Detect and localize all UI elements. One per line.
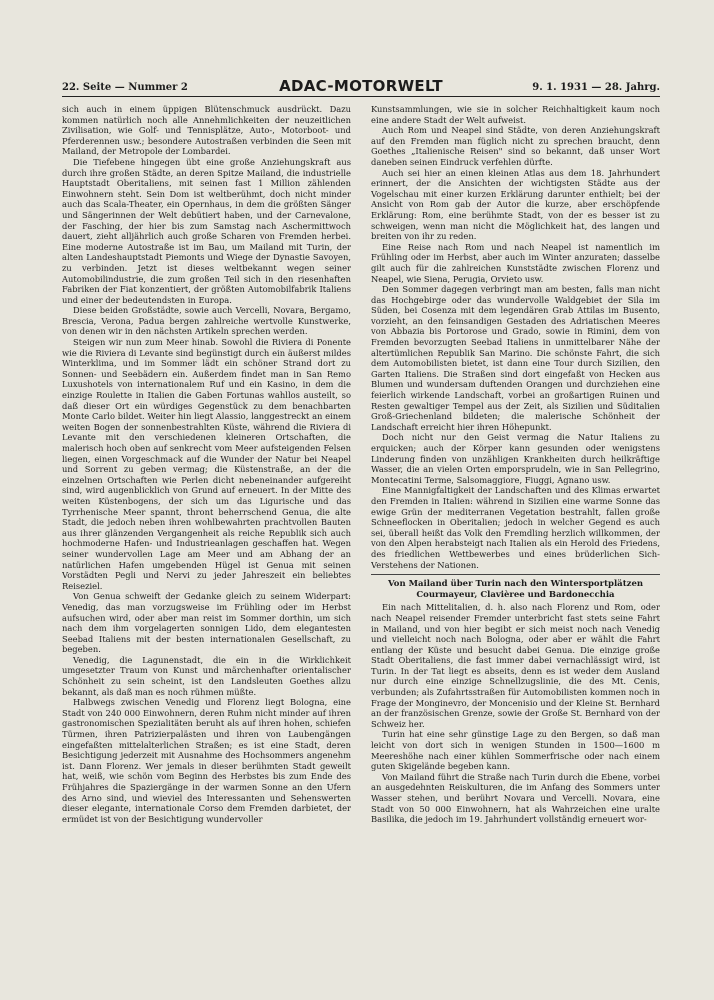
paragraph: Von Genua schweift der Gedanke gleich zu seinem Widerpart: Venedig, das man vorzugsweise im Frühling oder im Herbst aufsuchen wird, oder aber man reist im Sommer dorthin, um sich nach dem ihm vorgelagerten sonnigen Lido, dem elegantesten Seebad Italiens mit der besten internationalen Gesellschaft, zu begeben.: [62, 591, 351, 655]
paragraph: Kunstsammlungen, wie sie in solcher Reichhaltigkeit kaum noch eine andere Stadt der Welt aufweist.: [371, 104, 660, 125]
paragraph: Auch Rom und Neapel sind Städte, von deren Anziehungskraft auf den Fremden man füglich nicht zu sprechen braucht, denn Goethes „Italienische Reisen" sind so bekannt, daß unser Wort daneben seinen Eindruck verfehlen dürfte.: [371, 125, 660, 167]
paragraph: Von Mailand führt die Straße nach Turin durch die Ebene, vorbei an ausgedehnten Reiskulturen, die im Anfang des Sommers unter Wasser stehen, und berührt Novara und Vercelli. Novara, eine Stadt von 50 000 Einwohnern, hat als Wahrzeichen eine uralte Basilika, die jedoch im 19. Jahrhundert vollständig erneuert wor-: [371, 771, 660, 825]
section-heading: Von Mailand über Turin nach den Wintersportplätzen Courmayeur, Clavièree und Bardonecchia: [371, 574, 660, 600]
paragraph: Turin hat eine sehr günstige Lage zu den Bergen, so daß man leicht von dort sich in wenigen Stunden in 1500—1600 m Meereshöhe nach einer kühlen Sommerfrische oder nach einem guten Skigelände begeben kann.: [371, 729, 660, 772]
paragraph: Auch sei hier an einen kleinen Atlas aus dem 18. Jahrhundert erinnert, der die Ansichten der wichtigsten Städte aus der Vogelschau mit einer kurzen Erklärung darunter enthielt; bei der Ansicht von Rom gab der Autor die kurze, aber erschöpfende Erklärung: Rom, eine berühmte Stadt, von der es besser ist zu schweigen, wenn man nicht die Möglichkeit hat, des langen und breiten von ihr zu reden.: [371, 167, 660, 242]
paragraph: Die Tiefebene hingegen übt eine große Anziehungskraft aus durch ihre großen Städte, an deren Spitze Mailand, die industrielle Hauptstadt Oberitaliens, mit seinen fast 1 Million zählenden Einwohnern steht. Sein Dom ist weltberühmt, doch nicht minder auch das Scala-Theater, ein Opernhaus, in dem die größten Sänger und Sängerinnen der Welt debütiert haben, und der Carnevalone, der Fasching, der hier bis zum Samstag nach Aschermittwoch dauert, zieht alljährlich auch große Scharen von Fremden herbei. Eine moderne Autostraße ist im Bau, um Mailand mit Turin, der alten Landeshauptstadt Piemonts und Wiege der Dynastie Savoyen, zu verbinden. Jetzt ist dieses weltbekannt wegen seiner Automobilindustrie, die zum großen Teil sich in den riesenhaften Fabriken der Fiat konzentiert, der größten Automobilfabrik Italiens und einer der bedeutendsten in Europa.: [62, 156, 351, 305]
paragraph: Ein nach Mittelitalien, d. h. also nach Florenz und Rom, oder nach Neapel reisender Fremder unterbricht fast stets seine Fahrt in Mailand, und von hier begibt er sich meist noch nach Venedig und vielleicht noch nach Bologna, oder aber er wählt die Fahrt entlang der Küste und besucht dabei Genua. Die einzige große Stadt Oberitaliens, die fast immer dabei vernachlässigt wird, ist Turin. In der Tat liegt es abseits, denn es ist weder dem Ausland nur durch eine einzige Schnellzugslinie, die des Mt. Cenis, verbunden; als Zufahrtsstraßen für Automobilisten kommen noch in Frage der Monginevro, der Moncenisio und der Kleine St. Bernhard an der französischen Grenze, sowie der Große St. Bernhard von der Schweiz her.: [371, 602, 660, 729]
paragraph: Doch nicht nur den Geist vermag die Natur Italiens zu erquicken; auch der Körper kann gesunden oder wenigstens Linderung finden von unzähligen Krankheiten durch heilkräftige Wasser, die an vielen Orten emporsprudeln, wie in San Pellegrino, Montecatini Terme, Salsomaggiore, Fiuggi, Agnano usw.: [371, 432, 660, 485]
page-header: [62, 77, 660, 97]
paragraph: Venedig, die Lagunenstadt, die ein in die Wirklichkeit umgesetzter Traum von Kunst und märchenhafter orientalischer Schönheit zu sein scheint, ist den Landsleuten Goethes allzu bekannt, als daß man es noch rühmen müßte.: [62, 654, 351, 697]
paragraph: Halbwegs zwischen Venedig und Florenz liegt Bologna, eine Stadt von 240 000 Einwohnern, deren Ruhm nicht minder auf ihren gastronomischen Spezialitäten beruht als auf ihren hohen, schiefen Türmen, ihren Patrizierpalästen und ihren von Laubengängen eingefaßten mittelalterlichen Straßen; es ist eine Stadt, deren Besichtigung jederzeit mit Ausnahme des Hochsommers angenehm ist. Dann Florenz. Wer jemals in dieser berühmten Stadt geweilt hat, weiß, wie schön vom Beginn des Herbstes bis zum Ende des Frühjahres die Spaziergänge in der warmen Sonne an den Ufern des Arno sind, und wieviel des Interessanten und Sehenswerten dieser elegante, internationale Corso dem Fremden darbietet, der ermüdet ist von der Besichtigung wundervoller: [62, 697, 351, 824]
paragraph: sich auch in einem üppigen Blütenschmuck ausdrückt. Dazu kommen natürlich noch alle Annehmlichkeiten der neuzeitlichen Zivilisation, wie Golf- und Tennisplätze, Auto-, Motorboot- und Pferderennen usw.; besondere Autostraßen verbinden die Seen mit Mailand, der Metropole der Lombardei.: [62, 104, 351, 157]
right-column: [371, 104, 660, 968]
left-column: [62, 104, 351, 968]
paragraph: Den Sommer dagegen verbringt man am besten, falls man nicht das Hochgebirge oder das wundervolle Waldgebiet der Sila im Süden, bei Cosenza mit dem legendären Grab Attilas im Busento, vorzieht, an den feinsandigen Gestaden des Adriatischen Meeres von Abbazia bis Portorose und Grado, sowie in Rimini, dem von Fremden bevorzugten Seebad Italiens in unmittelbarer Nähe der altertümlichen Republik San Marino. Die schönste Fahrt, die sich dem Automobilisten bietet, ist dann eine Tour durch Sizilien, den Garten Italiens. Die Straßen sind dort eingefaßt von Hecken aus Blumen und wundersam duftenden Orangen und durchziehen eine feierlich wirkende Landschaft, vorbei an großartigen Ruinen und Resten gewaltiger Tempel aus der Zeit, als Sizilien und Süditalien Groß-Griechenland bildeten; die malerische Schönheit der Landschaft erreicht hier ihren Höhepunkt.: [371, 284, 660, 432]
issue-date: 9. 1. 1931 — 28. Jahrg.: [532, 82, 660, 93]
paragraph: Steigen wir nun zum Meer hinab. Sowohl die Riviera di Ponente wie die Riviera di Levante sind begünstigt durch ein äußerst mildes Winterklima, und im Sommer lädt ein schöner Strand dort zu Sonnen- und Seebädern ein. Außerdem findet man in San Remo Luxushotels von internationalem Ruf und ein Kasino, in dem die einzige Roulette in Italien die Gaben Fortunas wahllos austeilt, so daß dieser Ort ein würdiges Gegenstück zu dem benachbarten Monte Carlo bildet. Weiter hin liegt Alassio, langgestreckt an einem weiten Bogen der sonnenbestrahlten Küste, während die Riviera di Levante mit den verschiedenen kleineren Ortschaften, die malerisch hoch oben auf senkrecht vom Meer aufsteigenden Felsen liegen, einen Vorgeschmack auf die Wunder der Natur bei Neapel und Sorrent zu geben vermag; die Küstenstraße, an der die einzelnen Ortschaften wie Perlen dicht nebeneinander aufgereiht sind, wird augenblicklich von Grund auf erneuert. In der Mitte des weiten Küstenbogens, der sich um das Ligurische und das Tyrrhenische Meer spannt, thront beherrschend Genua, die alte Stadt, die jedoch neben ihren wohlbewahrten prachtvollen Bauten aus ihrer glänzenden Vergangenheit als reiche Republik sich auch hochmoderne Hafen- und Industrieanlagen geschaffen hat. Wegen seiner wundervollen Lage am Meer und am Abhang der an natürlichen Hafen umgebenden Hügel ist Genua mit seinen Vorstädten Pegli und Nervi zu jeder Jahreszeit ein beliebtes Reiseziel.: [62, 337, 351, 591]
paragraph: Eine Reise nach Rom und nach Neapel ist namentlich im Frühling oder im Herbst, aber auch im Winter anzuraten; dasselbe gilt auch für die zahlreichen Kunststädte zwischen Florenz und Neapel, wie Siena, Perugia, Orvieto usw.: [371, 241, 660, 284]
paragraph: Diese beiden Großstädte, sowie auch Vercelli, Novara, Bergamo, Brescia, Verona, Padua bergen zahlreiche wertvolle Kunstwerke, von denen wir in den nächsten Artikeln sprechen werden.: [62, 305, 351, 337]
paragraph: Eine Mannigfaltigkeit der Landschaften und des Klimas erwartet den Fremden in Italien: während in Sizilien eine warme Sonne das ewige Grün der mediterranen Vegetation bestrahlt, fallen große Schneeflocken in Oberitalien; jedoch in welcher Gegend es auch sei, überall heißt das Volk den Fremdling herzlich willkommen, der von den Alpen herabsteigt nach Italien als ein Herold des Friedens, des friedlichen Wettbewerbes und eines brüderlichen Sich-Verstehens der Nationen.: [371, 485, 660, 570]
page-number: 22. Seite — Nummer 2: [62, 82, 188, 93]
magazine-title: ADAC-MOTORWELT: [279, 77, 443, 95]
